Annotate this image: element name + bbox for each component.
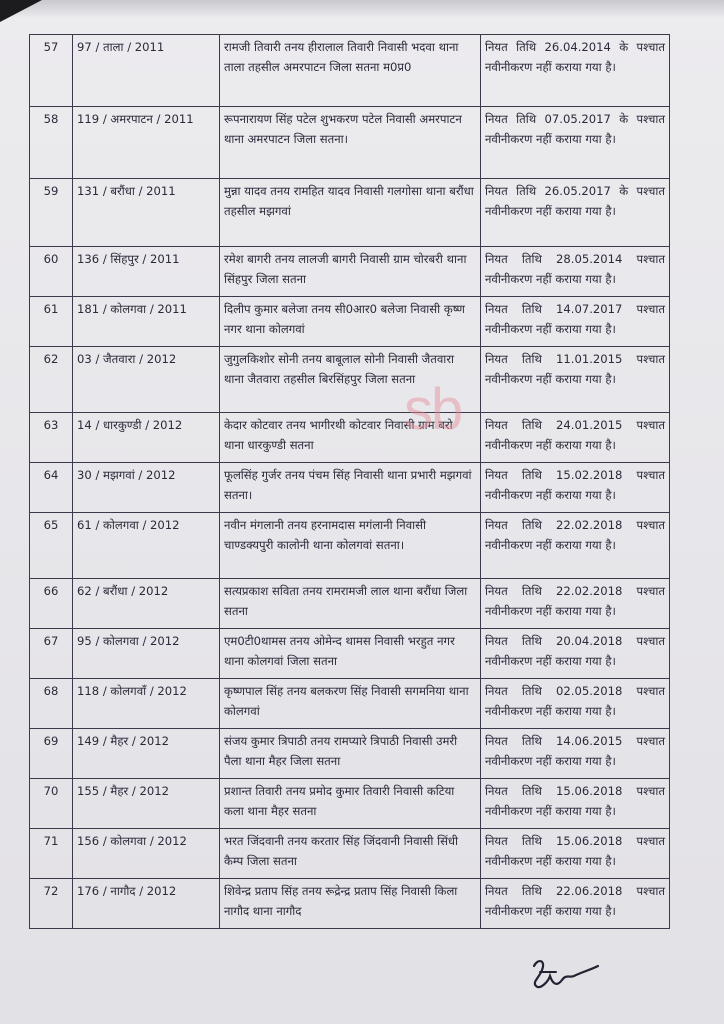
- watermark: sb: [404, 377, 462, 442]
- renewal-remark-cell: नियत तिथि 22.02.2018 पश्चात नवीनीकरण नहीं कराया गया है।: [481, 513, 670, 579]
- case-number-cell: 62 / बरौंधा / 2012: [73, 579, 220, 629]
- table-body: [30, 35, 670, 929]
- serial-number-cell: 67: [30, 629, 73, 679]
- table-row: [30, 247, 670, 297]
- licensee-details-cell: सत्यप्रकाश सविता तनय रामरामजी लाल थाना बरौंधा जिला सतना: [220, 579, 481, 629]
- table-row: [30, 513, 670, 579]
- table-row: [30, 107, 670, 179]
- licensee-details-cell: मुन्ना यादव तनय रामहित यादव निवासी गलगोसा थाना बरौंधा तहसील मझगवां: [220, 179, 481, 247]
- renewal-remark-cell: नियत तिथि 20.04.2018 पश्चात नवीनीकरण नहीं कराया गया है।: [481, 629, 670, 679]
- licensee-details-cell: दिलीप कुमार बलेजा तनय सी0आर0 बलेजा निवासी कृष्ण नगर थाना कोलगवां: [220, 297, 481, 347]
- signature-mark: [526, 952, 602, 996]
- licensee-details-cell: फूलसिंह गुर्जर तनय पंचम सिंह निवासी थाना प्रभारी मझगवां सतना।: [220, 463, 481, 513]
- licensee-details-cell: नवीन मंगलानी तनय हरनामदास मगंलानी निवासी चाण्डक्यपुरी कालोनी थाना कोलगवां सतना।: [220, 513, 481, 579]
- serial-number-cell: 62: [30, 347, 73, 413]
- licensee-details-cell: जुगुलकिशोर सोनी तनय बाबूलाल सोनी निवासी जैतवारा थाना जैतवारा तहसील बिरसिंहपुर जिला सतना: [220, 347, 481, 413]
- renewal-remark-cell: नियत तिथि 26.04.2014 के पश्चात नवीनीकरण नहीं कराया गया है।: [481, 35, 670, 107]
- table-row: [30, 463, 670, 513]
- serial-number-cell: 59: [30, 179, 73, 247]
- licensee-details-cell: प्रशान्त तिवारी तनय प्रमोद कुमार तिवारी निवासी कटिया कला थाना मैहर सतना: [220, 779, 481, 829]
- renewal-remark-cell: नियत तिथि 15.02.2018 पश्चात नवीनीकरण नहीं कराया गया है।: [481, 463, 670, 513]
- case-number-cell: 61 / कोलगवा / 2012: [73, 513, 220, 579]
- renewal-remark-cell: नियत तिथि 28.05.2014 पश्चात नवीनीकरण नहीं कराया गया है।: [481, 247, 670, 297]
- case-number-cell: 03 / जैतवारा / 2012: [73, 347, 220, 413]
- table-row: [30, 35, 670, 107]
- renewal-remark-cell: नियत तिथि 15.06.2018 पश्चात नवीनीकरण नहीं कराया गया है।: [481, 779, 670, 829]
- renewal-remark-cell: नियत तिथि 26.05.2017 के पश्चात नवीनीकरण नहीं कराया गया है।: [481, 179, 670, 247]
- table-row: [30, 829, 670, 879]
- serial-number-cell: 70: [30, 779, 73, 829]
- serial-number-cell: 58: [30, 107, 73, 179]
- licensee-details-cell: केदार कोटवार तनय भागीरथी कोटवार निवासी ग्राम बरो थाना धारकुण्डी सतना: [220, 413, 481, 463]
- table-row: [30, 779, 670, 829]
- renewal-remark-cell: नियत तिथि 11.01.2015 पश्चात नवीनीकरण नहीं कराया गया है।: [481, 347, 670, 413]
- table-row: [30, 629, 670, 679]
- case-number-cell: 181 / कोलगवा / 2011: [73, 297, 220, 347]
- case-number-cell: 149 / मैहर / 2012: [73, 729, 220, 779]
- table-row: [30, 579, 670, 629]
- table-row: [30, 679, 670, 729]
- page-corner-fold: [0, 0, 42, 22]
- serial-number-cell: 68: [30, 679, 73, 729]
- renewal-remark-cell: नियत तिथि 22.02.2018 पश्चात नवीनीकरण नहीं कराया गया है।: [481, 579, 670, 629]
- table-row: [30, 729, 670, 779]
- page-top-shadow: [0, 0, 724, 18]
- licensee-details-cell: शिवेन्द्र प्रताप सिंह तनय रूद्रेन्द्र प्रताप सिंह निवासी किला नागौद थाना नागौद: [220, 879, 481, 929]
- table-row: [30, 179, 670, 247]
- serial-number-cell: 72: [30, 879, 73, 929]
- licensee-details-cell: रामजी तिवारी तनय हीरालाल तिवारी निवासी भदवा थाना ताला तहसील अमरपाटन जिला सतना म0प्र0: [220, 35, 481, 107]
- licensee-details-cell: संजय कुमार त्रिपाठी तनय रामप्यारे त्रिपाठी निवासी उमरी पैला थाना मैहर जिला सतना: [220, 729, 481, 779]
- table-row: [30, 879, 670, 929]
- renewal-remark-cell: नियत तिथि 15.06.2018 पश्चात नवीनीकरण नहीं कराया गया है।: [481, 829, 670, 879]
- case-number-cell: 156 / कोलगवा / 2012: [73, 829, 220, 879]
- serial-number-cell: 69: [30, 729, 73, 779]
- case-number-cell: 155 / मैहर / 2012: [73, 779, 220, 829]
- serial-number-cell: 65: [30, 513, 73, 579]
- license-renewal-table: [29, 34, 670, 929]
- renewal-remark-cell: नियत तिथि 14.06.2015 पश्चात नवीनीकरण नहीं कराया गया है।: [481, 729, 670, 779]
- licensee-details-cell: कृष्णपाल सिंह तनय बलकरण सिंह निवासी सगमनिया थाना कोलगवां: [220, 679, 481, 729]
- case-number-cell: 176 / नागौद / 2012: [73, 879, 220, 929]
- licensee-details-cell: रूपनारायण सिंह पटेल शुभकरण पटेल निवासी अमरपाटन थाना अमरपाटन जिला सतना।: [220, 107, 481, 179]
- renewal-remark-cell: नियत तिथि 14.07.2017 पश्चात नवीनीकरण नहीं कराया गया है।: [481, 297, 670, 347]
- serial-number-cell: 60: [30, 247, 73, 297]
- case-number-cell: 14 / धारकुण्डी / 2012: [73, 413, 220, 463]
- table-row: [30, 413, 670, 463]
- serial-number-cell: 57: [30, 35, 73, 107]
- case-number-cell: 136 / सिंहपुर / 2011: [73, 247, 220, 297]
- renewal-remark-cell: नियत तिथि 02.05.2018 पश्चात नवीनीकरण नहीं कराया गया है।: [481, 679, 670, 729]
- serial-number-cell: 63: [30, 413, 73, 463]
- serial-number-cell: 64: [30, 463, 73, 513]
- table-row: [30, 347, 670, 413]
- renewal-remark-cell: नियत तिथि 24.01.2015 पश्चात नवीनीकरण नहीं कराया गया है।: [481, 413, 670, 463]
- case-number-cell: 119 / अमरपाटन / 2011: [73, 107, 220, 179]
- serial-number-cell: 61: [30, 297, 73, 347]
- case-number-cell: 118 / कोलगवाँ / 2012: [73, 679, 220, 729]
- case-number-cell: 95 / कोलगवा / 2012: [73, 629, 220, 679]
- licensee-details-cell: एम0टी0थामस तनय ओमेन्द थामस निवासी भरहुत नगर थाना कोलगवां जिला सतना: [220, 629, 481, 679]
- renewal-remark-cell: नियत तिथि 07.05.2017 के पश्चात नवीनीकरण नहीं कराया गया है।: [481, 107, 670, 179]
- case-number-cell: 30 / मझगवां / 2012: [73, 463, 220, 513]
- renewal-remark-cell: नियत तिथि 22.06.2018 पश्चात नवीनीकरण नहीं कराया गया है।: [481, 879, 670, 929]
- serial-number-cell: 71: [30, 829, 73, 879]
- licensee-details-cell: भरत जिंदवानी तनय करतार सिंह जिंदवानी निवासी सिंधी कैम्प जिला सतना: [220, 829, 481, 879]
- licensee-details-cell: रमेश बागरी तनय लालजी बागरी निवासी ग्राम चोरबरी थाना सिंहपुर जिला सतना: [220, 247, 481, 297]
- case-number-cell: 97 / ताला / 2011: [73, 35, 220, 107]
- table-row: [30, 297, 670, 347]
- serial-number-cell: 66: [30, 579, 73, 629]
- case-number-cell: 131 / बरौंधा / 2011: [73, 179, 220, 247]
